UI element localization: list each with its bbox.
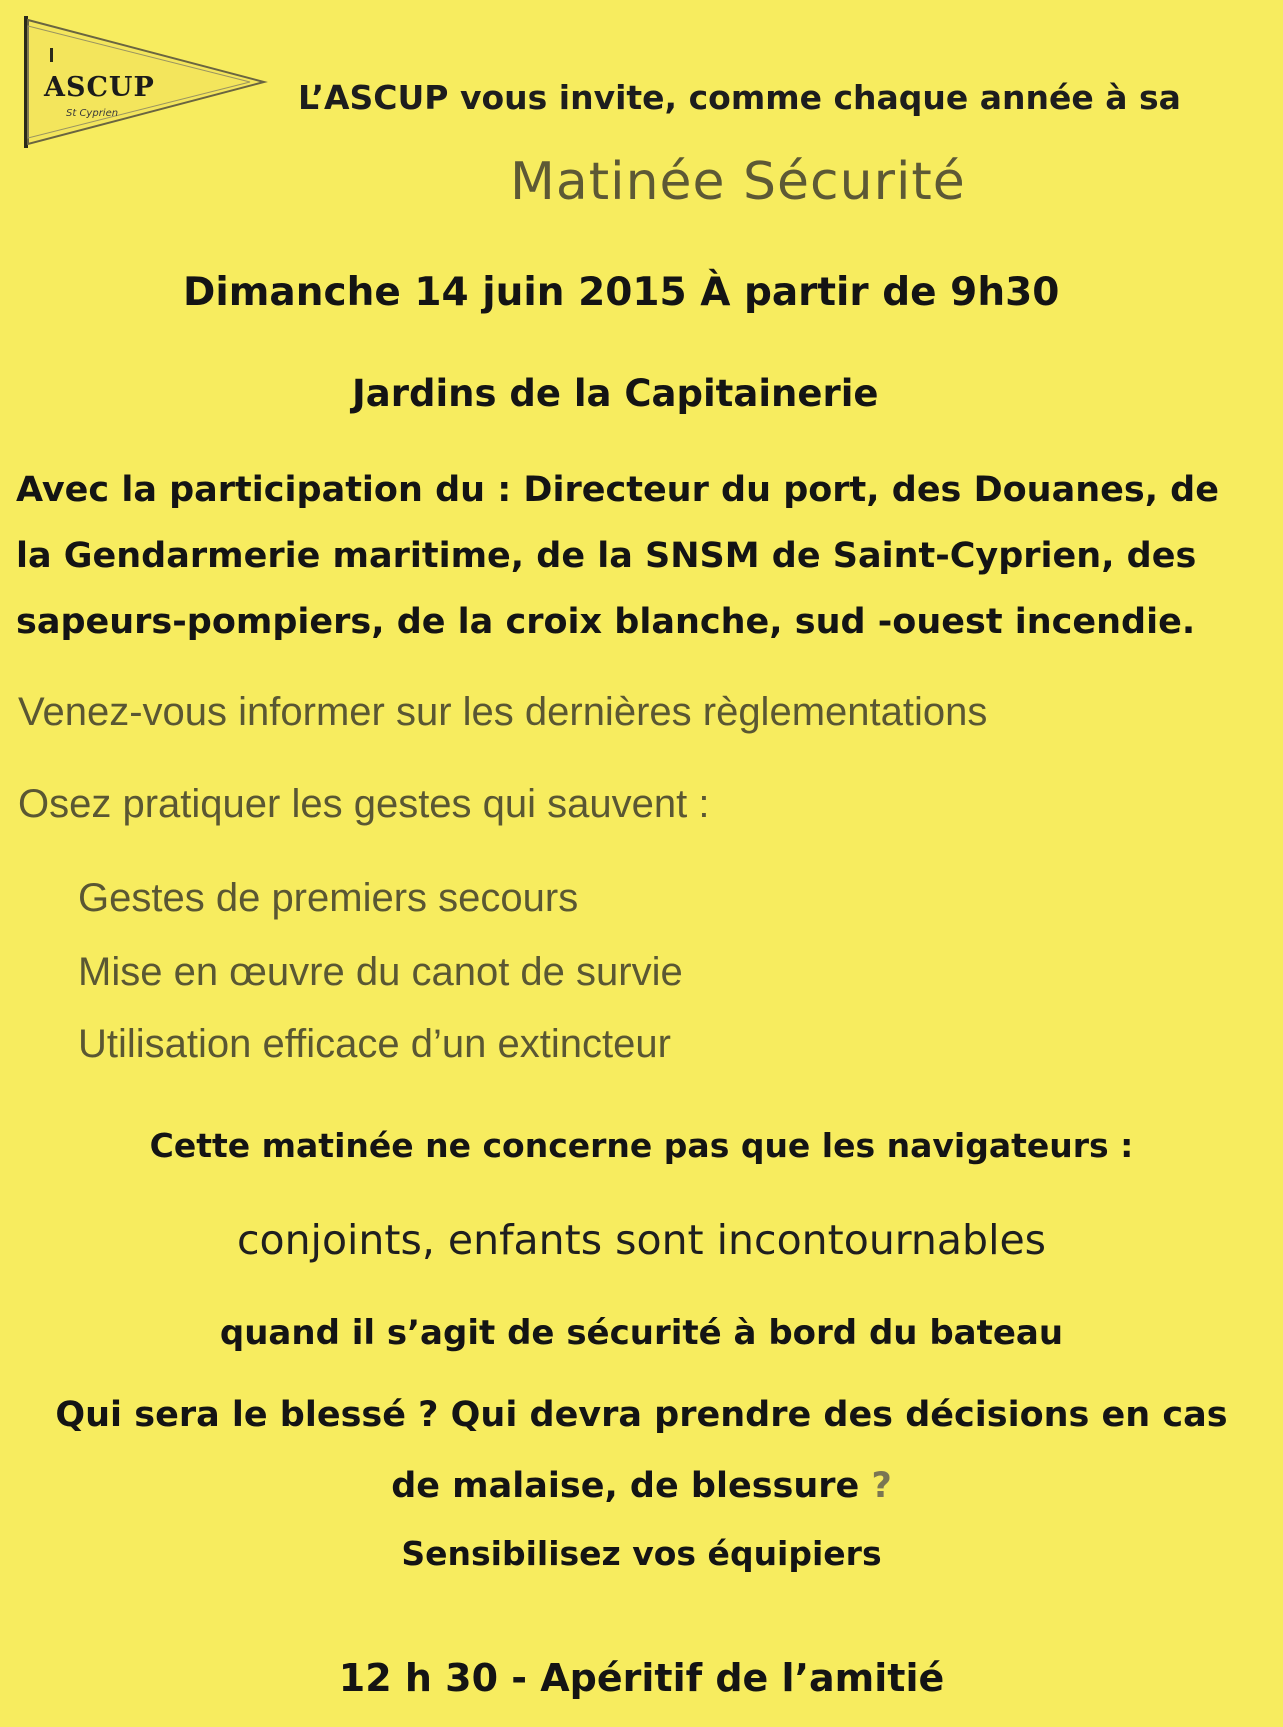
gesture-item-life-raft: Mise en œuvre du canot de survie: [78, 950, 683, 994]
partners-line: conjoints, enfants sont incontournables: [236, 1216, 1047, 1264]
question-line-2: [0, 1466, 1283, 1506]
participation-line-2: la Gendarmerie maritime, de la SNSM de Saint-Cyprien, des: [16, 536, 1197, 576]
logo-subtitle: St Cyprien: [66, 108, 119, 119]
page-title: Matinée Sécurité: [510, 152, 966, 212]
intro-line: L’ASCUP vous invite, comme chaque année à sa: [298, 78, 1181, 117]
participation-line-1: Avec la participation du : Directeur du port, des Douanes, de: [16, 470, 1219, 510]
practice-line: Osez pratiquer les gestes qui sauvent :: [18, 782, 710, 826]
question-text: de malaise, de blessure: [391, 1466, 860, 1506]
question-mark: ?: [871, 1466, 892, 1506]
question-line-1: Qui sera le blessé ? Qui devra prendre des décisions en cas: [55, 1395, 1228, 1435]
participation-line-3: sapeurs-pompiers, de la croix blanche, sud -ouest incendie.: [16, 602, 1196, 642]
gesture-item-first-aid: Gestes de premiers secours: [78, 876, 579, 920]
gesture-item-extinguisher: Utilisation efficace d’un extincteur: [78, 1022, 671, 1066]
sensibilise-line: Sensibilisez vos équipiers: [401, 1534, 882, 1573]
event-date: Dimanche 14 juin 2015 À partir de 9h30: [183, 270, 1060, 315]
info-line: Venez-vous informer sur les dernières règlementations: [18, 690, 988, 734]
ascup-logo: [14, 12, 274, 152]
logo-name: ASCUP: [44, 72, 155, 103]
safety-line: quand il s’agit de sécurité à bord du bateau: [219, 1313, 1064, 1353]
concern-line: Cette matinée ne concerne pas que les navigateurs :: [149, 1126, 1134, 1165]
event-place: Jardins de la Capitainerie: [352, 372, 879, 415]
aperitif-line: 12 h 30 - Apéritif de l’amitié: [338, 1656, 945, 1700]
